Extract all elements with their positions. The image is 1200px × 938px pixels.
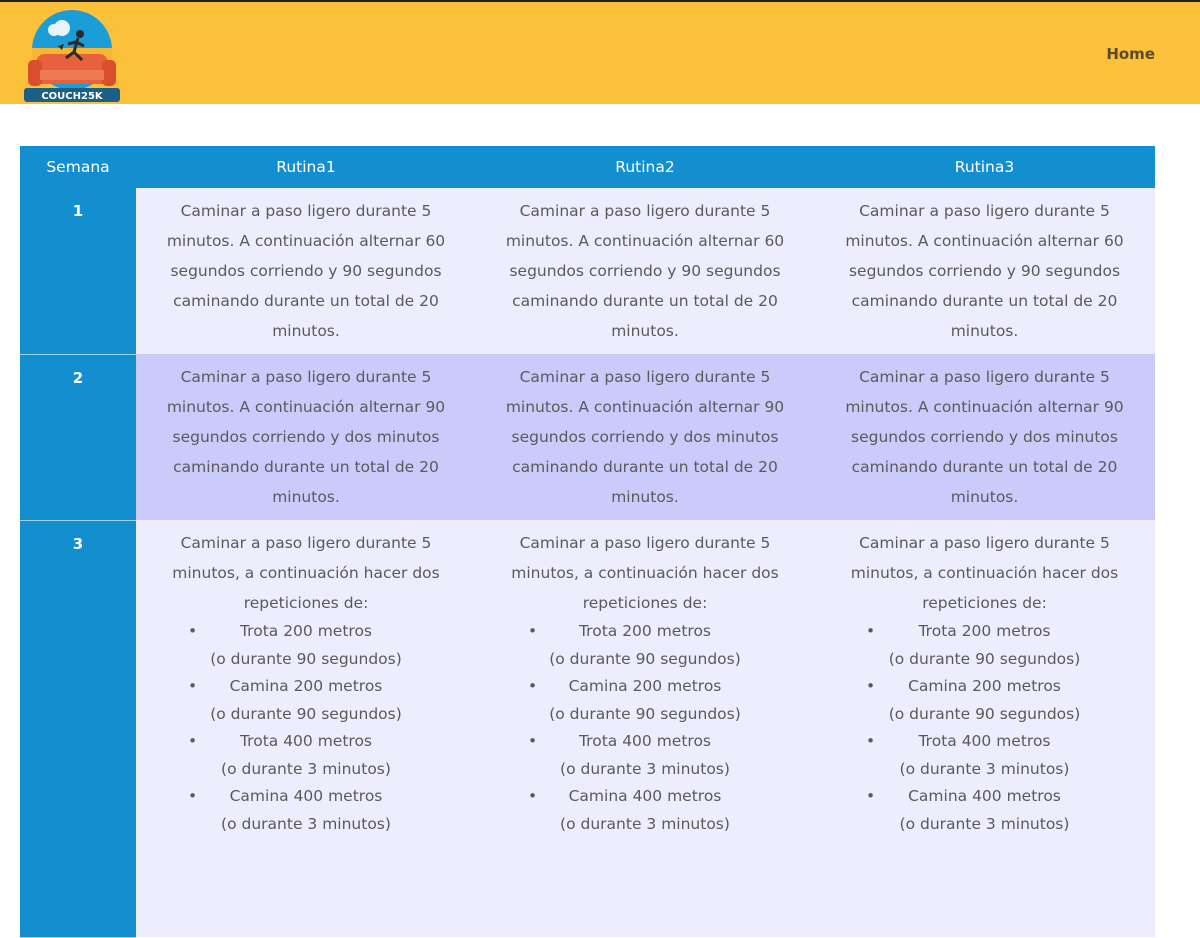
step-detail: (o durante 90 segundos) bbox=[210, 704, 402, 723]
routine-cell bbox=[136, 520, 476, 937]
week-number: 2 bbox=[20, 354, 136, 520]
routine-cell: Caminar a paso ligero durante 5 minutos. A continuación alternar 60 segundos corriendo y 90 segundos caminando durante un total de 20 minutos. bbox=[136, 188, 476, 354]
nav-home-link[interactable]: Home bbox=[1106, 45, 1155, 63]
step-detail: (o durante 3 minutos) bbox=[560, 814, 730, 833]
list-item bbox=[826, 783, 1143, 838]
routine-cell: Caminar a paso ligero durante 5 minutos. A continuación alternar 90 segundos corriendo y dos minutos caminando durante un total de 20 minutos. bbox=[814, 354, 1155, 520]
bullet-dot-icon: • bbox=[866, 622, 876, 640]
column-header-semana: Semana bbox=[20, 146, 136, 188]
table-row-week-1 bbox=[20, 188, 1155, 354]
table-header-row bbox=[20, 146, 1155, 188]
step-action: Camina 400 metros bbox=[229, 787, 383, 805]
logo-text: COUCH25K bbox=[41, 91, 103, 102]
step-detail: (o durante 3 minutos) bbox=[899, 759, 1070, 778]
routine-steps-list bbox=[488, 618, 802, 838]
step-action: Camina 400 metros bbox=[568, 787, 722, 805]
routine-steps-list bbox=[148, 618, 464, 838]
routine-intro: Caminar a paso ligero durante 5 minutos, a continuación hacer dos repeticiones de: bbox=[850, 534, 1119, 612]
bullet-dot-icon: • bbox=[188, 787, 198, 805]
step-detail: (o durante 3 minutos) bbox=[560, 759, 730, 778]
step-action: Trota 400 metros bbox=[918, 732, 1051, 750]
list-item bbox=[488, 783, 802, 838]
step-action: Camina 200 metros bbox=[568, 677, 722, 695]
bullet-dot-icon: • bbox=[188, 622, 198, 640]
column-header-rutina1: Rutina1 bbox=[136, 146, 476, 188]
bullet-dot-icon: • bbox=[188, 732, 198, 750]
column-header-rutina2: Rutina2 bbox=[476, 146, 814, 188]
list-item bbox=[148, 783, 464, 838]
routine-intro: Caminar a paso ligero durante 5 minutos, a continuación hacer dos repeticiones de: bbox=[172, 534, 440, 612]
step-detail: (o durante 90 segundos) bbox=[888, 649, 1081, 668]
week-number: 3 bbox=[20, 520, 136, 937]
bullet-dot-icon: • bbox=[866, 732, 876, 750]
list-item bbox=[826, 618, 1143, 673]
list-item bbox=[488, 618, 802, 673]
routine-cell bbox=[814, 520, 1155, 937]
list-item bbox=[488, 728, 802, 783]
list-item bbox=[488, 673, 802, 728]
step-detail: (o durante 90 segundos) bbox=[210, 649, 402, 668]
bullet-dot-icon: • bbox=[866, 677, 876, 695]
step-action: Camina 200 metros bbox=[229, 677, 383, 695]
step-action: Trota 200 metros bbox=[918, 622, 1051, 640]
step-action: Camina 400 metros bbox=[908, 787, 1061, 805]
bullet-dot-icon: • bbox=[528, 622, 538, 640]
bullet-dot-icon: • bbox=[528, 787, 538, 805]
routine-table bbox=[20, 146, 1155, 938]
routine-cell bbox=[476, 520, 814, 937]
bullet-dot-icon: • bbox=[188, 677, 198, 695]
list-item bbox=[148, 618, 464, 673]
list-item bbox=[826, 673, 1143, 728]
step-detail: (o durante 90 segundos) bbox=[549, 649, 741, 668]
couch25k-logo[interactable] bbox=[18, 8, 126, 104]
step-action: Trota 200 metros bbox=[239, 622, 373, 640]
routine-cell: Caminar a paso ligero durante 5 minutos. A continuación alternar 90 segundos corriendo y dos minutos caminando durante un total de 20 minutos. bbox=[136, 354, 476, 520]
week-number: 1 bbox=[20, 188, 136, 354]
list-item bbox=[826, 728, 1143, 783]
list-item bbox=[148, 673, 464, 728]
site-header bbox=[0, 2, 1200, 104]
step-action: Trota 400 metros bbox=[578, 732, 712, 750]
step-detail: (o durante 3 minutos) bbox=[221, 759, 391, 778]
step-detail: (o durante 3 minutos) bbox=[899, 814, 1070, 833]
step-action: Trota 400 metros bbox=[239, 732, 373, 750]
list-item bbox=[148, 728, 464, 783]
routine-cell: Caminar a paso ligero durante 5 minutos. A continuación alternar 90 segundos corriendo y dos minutos caminando durante un total de 20 minutos. bbox=[476, 354, 814, 520]
bullet-dot-icon: • bbox=[528, 732, 538, 750]
bullet-dot-icon: • bbox=[528, 677, 538, 695]
step-detail: (o durante 90 segundos) bbox=[888, 704, 1081, 723]
table-row-week-3 bbox=[20, 520, 1155, 937]
table-row-week-2 bbox=[20, 354, 1155, 520]
routine-cell: Caminar a paso ligero durante 5 minutos. A continuación alternar 60 segundos corriendo y 90 segundos caminando durante un total de 20 minutos. bbox=[814, 188, 1155, 354]
routine-cell: Caminar a paso ligero durante 5 minutos. A continuación alternar 60 segundos corriendo y 90 segundos caminando durante un total de 20 minutos. bbox=[476, 188, 814, 354]
routine-steps-list bbox=[826, 618, 1143, 838]
step-action: Trota 200 metros bbox=[578, 622, 712, 640]
step-detail: (o durante 3 minutos) bbox=[221, 814, 391, 833]
routine-intro: Caminar a paso ligero durante 5 minutos, a continuación hacer dos repeticiones de: bbox=[511, 534, 779, 612]
step-detail: (o durante 90 segundos) bbox=[549, 704, 741, 723]
bullet-dot-icon: • bbox=[866, 787, 876, 805]
step-action: Camina 200 metros bbox=[908, 677, 1061, 695]
column-header-rutina3: Rutina3 bbox=[814, 146, 1155, 188]
